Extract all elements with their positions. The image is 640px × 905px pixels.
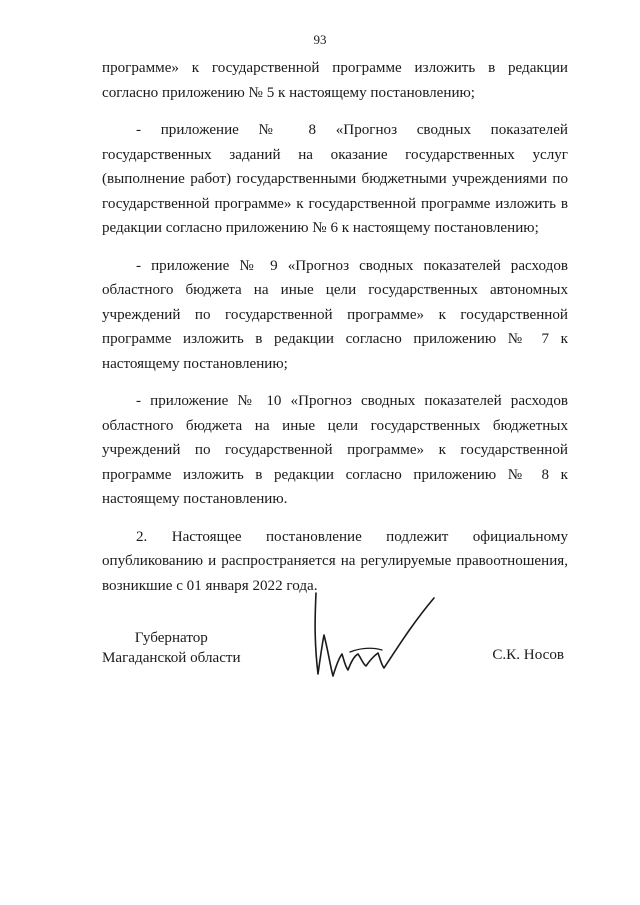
signatory-title-line: Магаданской области: [102, 650, 241, 666]
signatory-name: С.К. Носов: [492, 647, 564, 663]
page-number: 93: [313, 32, 327, 47]
paragraph: - приложение № 10 «Прогноз сводных показателей расходов областного бюджета на иные цели государственных бюджетных учреждений по государственной программе» к государственной программе изложить в редакции согласно приложению № 8 к настоящему постановлению.: [102, 393, 568, 507]
paragraph: программе» к государственной программе изложить в редакции согласно приложению № 5 к настоящему постановлению;: [102, 60, 568, 101]
handwritten-signature: [308, 590, 448, 685]
paragraph: - приложение № 8 «Прогноз сводных показателей государственных заданий на оказание государственных услуг (выполнение работ) государственными бюджетными учреждениями по государственной программе» к государственной программе изложить в редакции согласно приложению № 6 к настоящему постановлению;: [102, 122, 568, 236]
paragraph: 2. Настоящее постановление подлежит официальному опубликованию и распространяется на регулируемые правоотношения, возникшие с 01 января 2022 года.: [102, 528, 568, 594]
paragraph: - приложение № 9 «Прогноз сводных показателей расходов областного бюджета на иные цели государственных автономных учреждений по государственной программе» к государственной программе изложить в редакции согласно приложению № 7 к настоящему постановлению;: [102, 257, 568, 372]
signature-block: [0, 590, 640, 700]
signatory-title-line: Губернатор: [134, 630, 208, 646]
document-body: [102, 56, 568, 611]
signatory-title: [102, 628, 241, 668]
